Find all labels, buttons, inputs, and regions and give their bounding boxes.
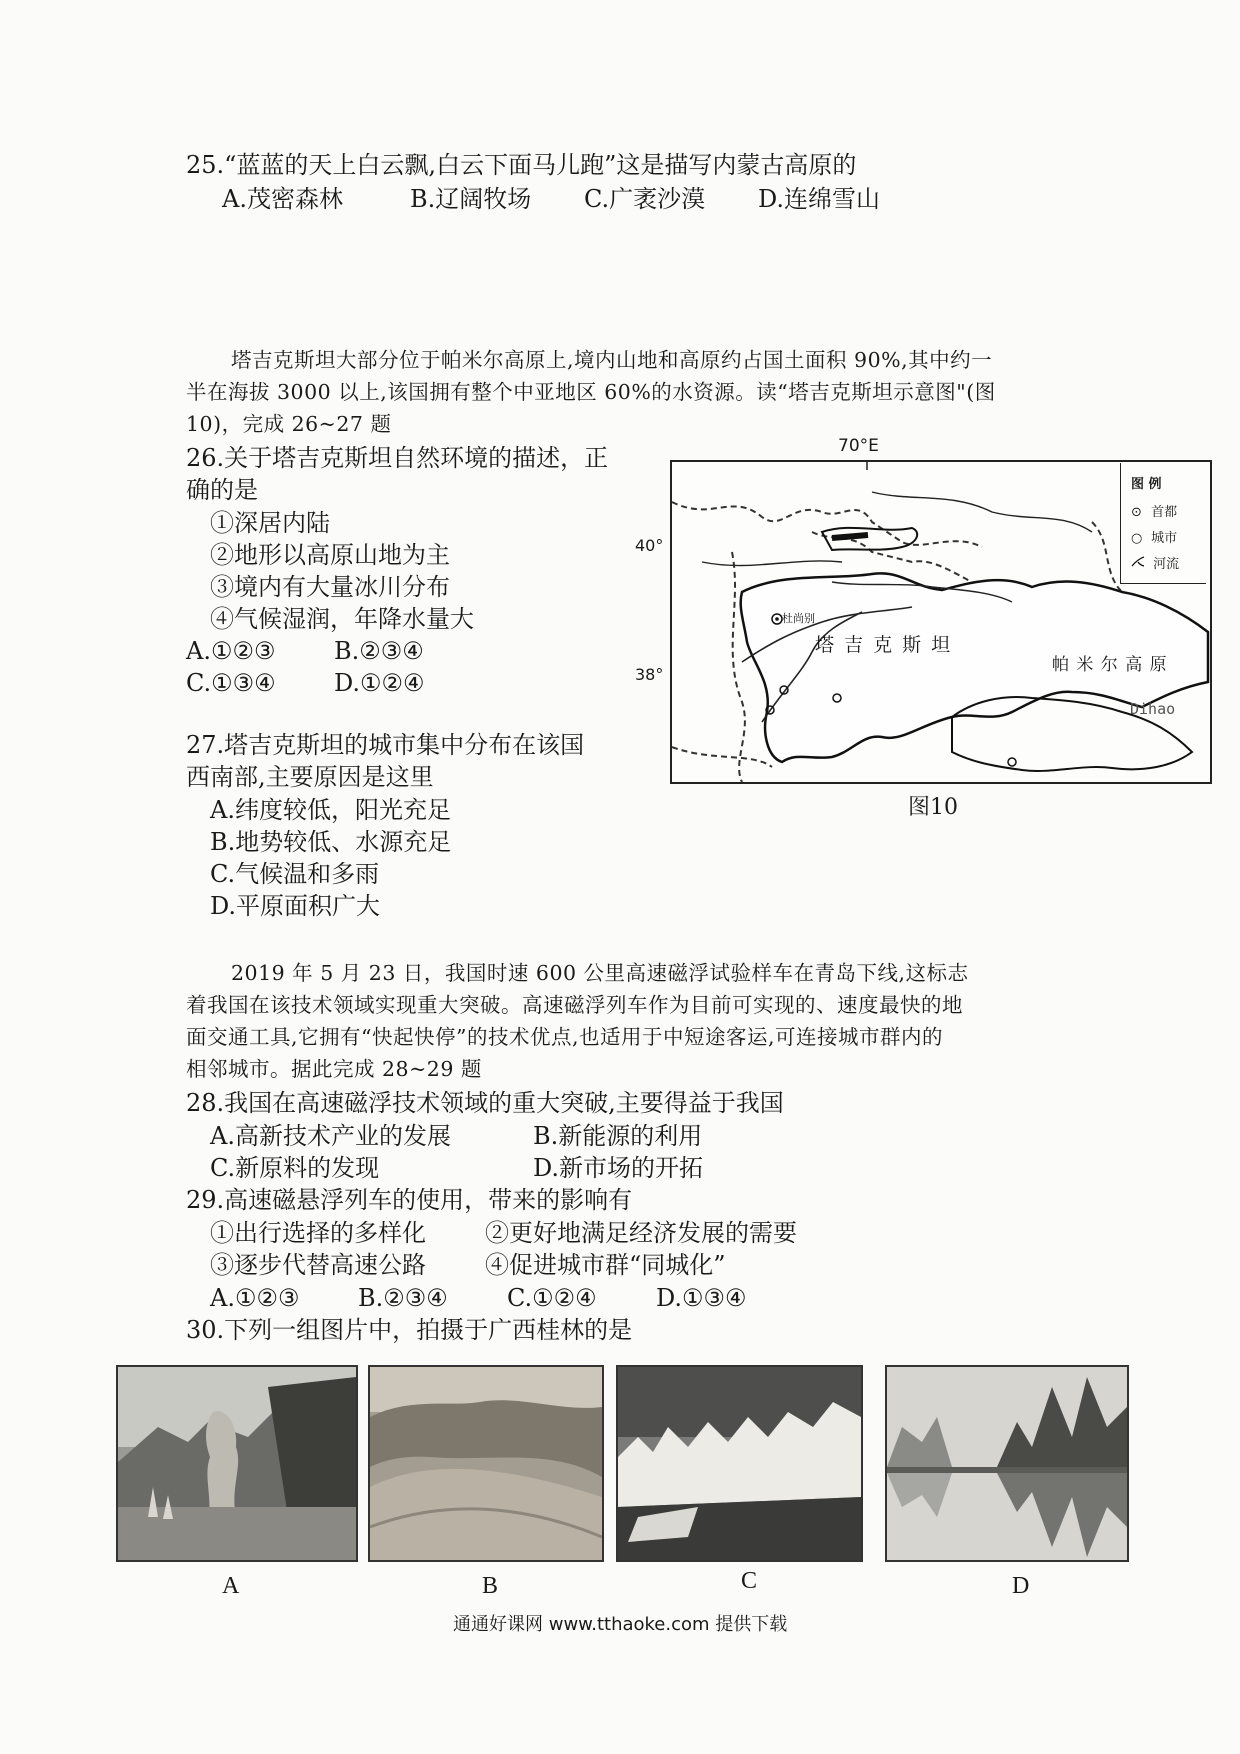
q28-option-c: C.新原料的发现 <box>210 1154 380 1182</box>
legend-title: 图 例 <box>1131 477 1162 492</box>
q26-statement: ①深居内陆 <box>210 509 330 537</box>
q29-statement: ②更好地满足经济发展的需要 <box>485 1219 797 1247</box>
page-footer: 通通好课网 www.tthaoke.com 提供下载 <box>453 1614 788 1635</box>
q26-option-d: D.①②④ <box>334 669 425 697</box>
q28-stem: 28.我国在高速磁浮技术领域的重大突破,主要得益于我国 <box>186 1089 784 1117</box>
intro1-line: 10)，完成 26~27 题 <box>186 412 392 436</box>
q26-stem-line: 确的是 <box>186 476 258 504</box>
q27-stem-line: 27.塔吉克斯坦的城市集中分布在该国 <box>186 731 585 759</box>
city-symbol-icon: ○ <box>1131 531 1143 546</box>
q25-option-a: A.茂密森林 <box>222 185 343 213</box>
photo-b-sand-dunes <box>368 1365 604 1562</box>
q29-option-b: B.②③④ <box>358 1284 448 1312</box>
q27-option-a: A.纬度较低，阳光充足 <box>210 796 451 824</box>
map-watermark: Dihao <box>1130 700 1176 718</box>
legend-capital-label: 首都 <box>1151 505 1178 520</box>
maglev-intro <box>186 957 1056 1085</box>
q27-option-d: D.平原面积广大 <box>210 892 381 920</box>
q27-option-b: B.地势较低、水源充足 <box>210 828 452 856</box>
photo-label-a: A <box>222 1573 240 1599</box>
q26-statement: ④气候湿润，年降水量大 <box>210 605 474 633</box>
q29-stem: 29.高速磁悬浮列车的使用，带来的影响有 <box>186 1186 633 1214</box>
intro2-line: 2019 年 5 月 23 日，我国时速 600 公里高速磁浮试验样车在青岛下线,这标志 <box>231 961 969 985</box>
map-legend <box>1120 463 1206 584</box>
intro1-line: 塔吉克斯坦大部分位于帕米尔高原上,境内山地和高原约占国土面积 90%,其中约一 <box>231 348 993 372</box>
q29-statement: ③逐步代替高速公路 <box>210 1251 426 1279</box>
q27-option-c: C.气候温和多雨 <box>210 860 380 888</box>
intro1-line: 半在海拔 3000 以上,该国拥有整个中亚地区 60%的水资源。读“塔吉克斯坦示意图"(图 <box>186 380 996 404</box>
photo-label-b: B <box>482 1573 499 1599</box>
q28-option-a: A.高新技术产业的发展 <box>210 1122 451 1150</box>
photo-c-glacier <box>616 1365 863 1562</box>
q29-statement: ①出行选择的多样化 <box>210 1219 426 1247</box>
q28-option-b: B.新能源的利用 <box>533 1122 703 1150</box>
q25-option-d: D.连绵雪山 <box>758 185 881 213</box>
q25-option-b: B.辽阔牧场 <box>410 185 532 213</box>
q29-option-a: A.①②③ <box>210 1284 300 1312</box>
intro2-line: 相邻城市。据此完成 28~29 题 <box>186 1057 482 1081</box>
q26-stem-line: 26.关于塔吉克斯坦自然环境的描述，正 <box>186 444 609 472</box>
q25-option-c: C.广袤沙漠 <box>584 185 706 213</box>
q26-option-a: A.①②③ <box>186 637 276 665</box>
q26-option-b: B.②③④ <box>334 637 424 665</box>
map-country-label: 塔 吉 克 斯 坦 <box>815 634 953 656</box>
photo-label-c: C <box>741 1568 758 1594</box>
q26-option-c: C.①③④ <box>186 669 276 697</box>
capital-symbol-icon: ⊙ <box>1131 505 1142 520</box>
photo-a-desert-rock <box>116 1365 358 1562</box>
q29-option-c: C.①②④ <box>507 1284 597 1312</box>
intro2-line: 面交通工具,它拥有“快起快停”的技术优点,也适用于中短途客运,可连接城市群内的 <box>186 1025 944 1049</box>
q30-stem: 30.下列一组图片中，拍摄于广西桂林的是 <box>186 1316 633 1344</box>
legend-city-label: 城市 <box>1151 531 1178 546</box>
q26-statement: ③境内有大量冰川分布 <box>210 573 450 601</box>
q29-option-d: D.①③④ <box>656 1284 747 1312</box>
legend-river-row <box>1131 553 1179 572</box>
q26-statement: ②地形以高原山地为主 <box>210 541 450 569</box>
q27-stem-line: 西南部,主要原因是这里 <box>186 763 434 791</box>
river-symbol-icon <box>1131 556 1145 572</box>
tajikistan-intro <box>186 344 1056 440</box>
q29-statement: ④促进城市群“同城化” <box>485 1251 726 1279</box>
q25-stem: 25.“蓝蓝的天上白云飘,白云下面马儿跑”这是描写内蒙古高原的 <box>186 151 857 179</box>
q28-option-d: D.新市场的开拓 <box>533 1154 704 1182</box>
legend-city-row <box>1131 527 1177 546</box>
figure-caption: 图10 <box>908 795 958 820</box>
legend-river-label: 河流 <box>1153 557 1180 572</box>
map-latitude-40: 40° <box>635 536 664 555</box>
map-capital-label: 杜尚别 <box>782 612 815 625</box>
photo-label-d: D <box>1012 1573 1030 1599</box>
photo-d-karst-river <box>885 1365 1129 1562</box>
map-latitude-38: 38° <box>635 665 664 684</box>
legend-capital-row <box>1131 501 1177 520</box>
map-longitude-label: 70°E <box>838 436 879 456</box>
map-plateau-label: 帕 米 尔 高 原 <box>1052 655 1168 675</box>
intro2-line: 着我国在该技术领域实现重大突破。高速磁浮列车作为目前可实现的、速度最快的地 <box>186 993 963 1017</box>
